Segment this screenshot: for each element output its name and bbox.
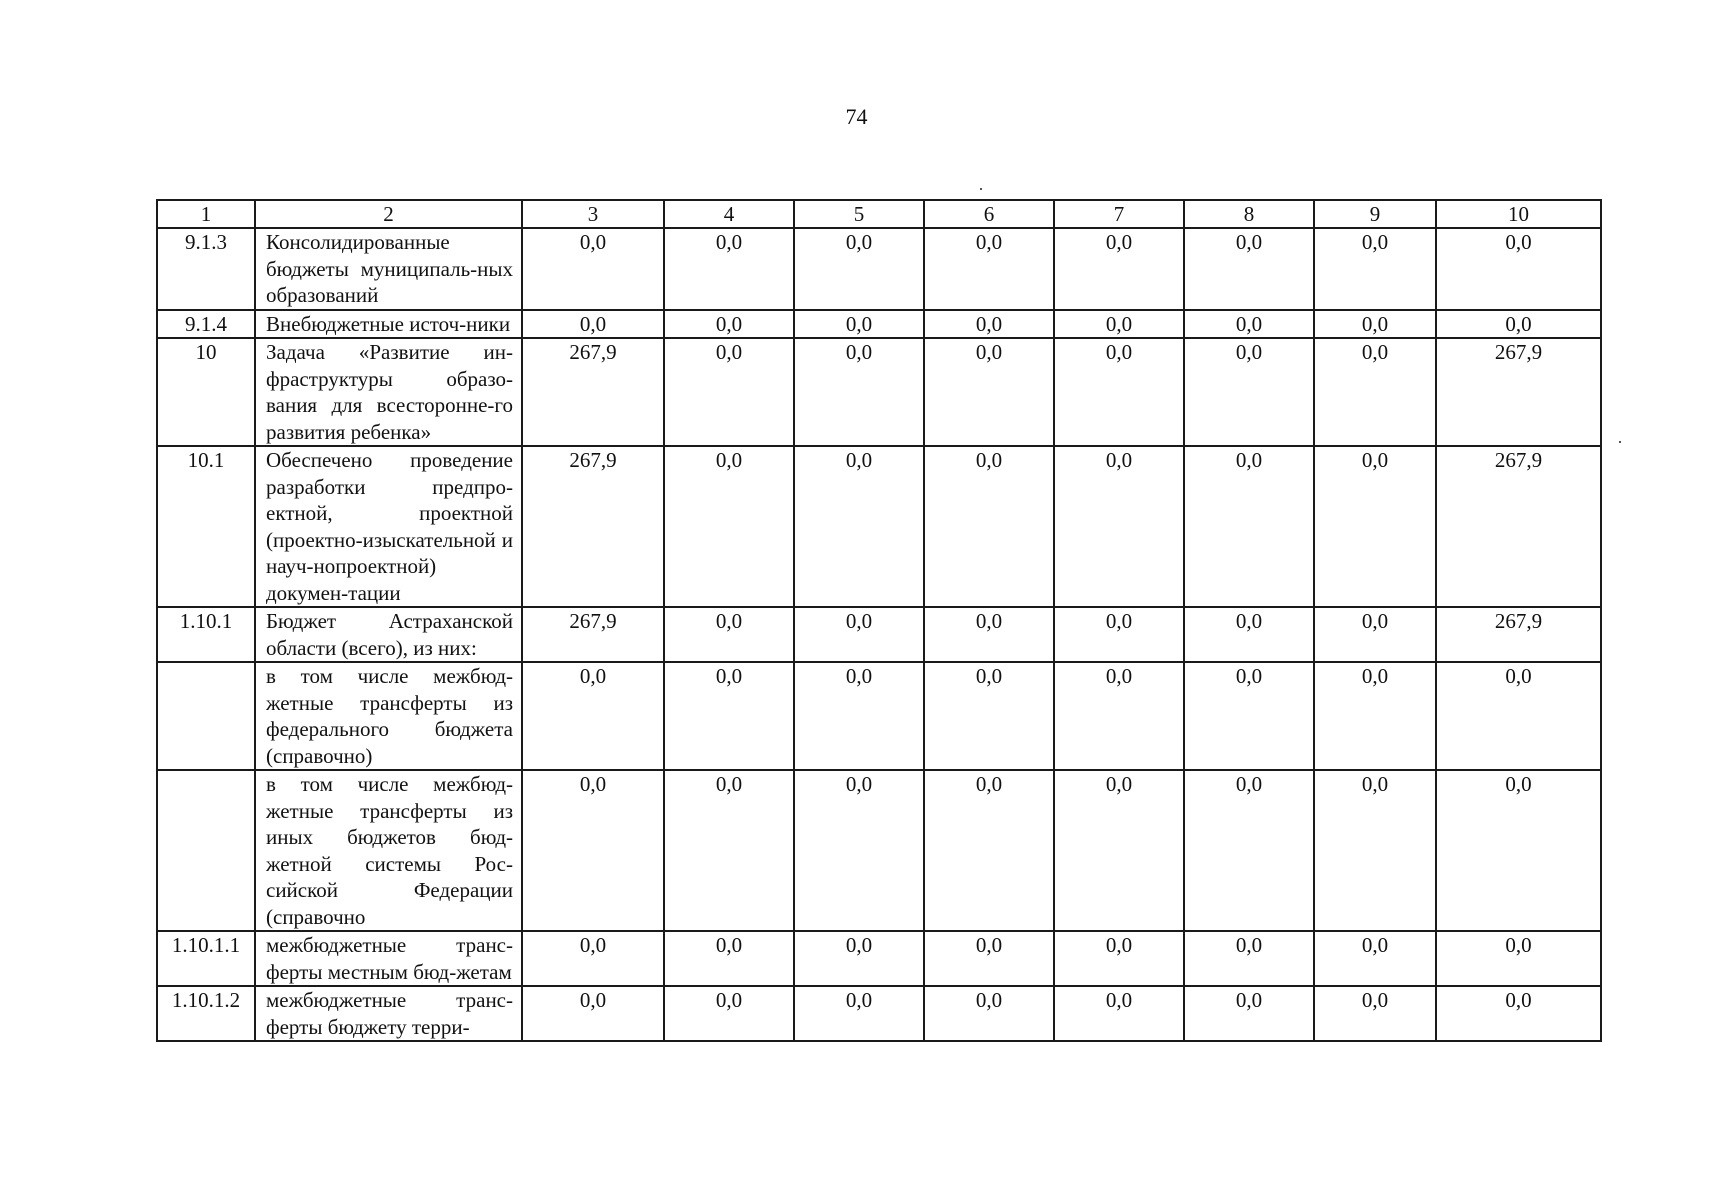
- row-value: 0,0: [1184, 607, 1314, 662]
- row-value: 0,0: [924, 446, 1054, 607]
- row-name: Задача «Развитие ин-фраструктуры образо-вания для всесторонне-го развития ребенка»: [255, 338, 522, 446]
- row-value: 267,9: [522, 607, 664, 662]
- row-value: 0,0: [1184, 770, 1314, 931]
- table-row: [157, 931, 1601, 986]
- row-value: 0,0: [1054, 607, 1184, 662]
- row-code: 1.10.1: [157, 607, 255, 662]
- row-value: 0,0: [794, 446, 924, 607]
- column-header: 2: [255, 200, 522, 228]
- row-value: 0,0: [522, 228, 664, 310]
- column-header: 5: [794, 200, 924, 228]
- row-value: 267,9: [1436, 338, 1601, 446]
- row-value: 0,0: [794, 228, 924, 310]
- row-value: 0,0: [1054, 338, 1184, 446]
- row-name: в том числе межбюд-жетные трансферты из иных бюджетов бюд-жетной системы Рос-сийской Федерации (справочно: [255, 770, 522, 931]
- row-value: 0,0: [664, 338, 794, 446]
- row-value: 0,0: [664, 770, 794, 931]
- row-value: 0,0: [522, 310, 664, 339]
- table-row: [157, 338, 1601, 446]
- row-value: 267,9: [522, 338, 664, 446]
- row-value: 0,0: [1184, 228, 1314, 310]
- row-value: 0,0: [1314, 662, 1436, 770]
- table-header-row: [157, 200, 1601, 228]
- row-code: 1.10.1.2: [157, 986, 255, 1041]
- row-value: 0,0: [924, 986, 1054, 1041]
- row-value: 0,0: [522, 662, 664, 770]
- row-value: 0,0: [794, 931, 924, 986]
- row-value: 0,0: [924, 931, 1054, 986]
- row-value: 0,0: [1184, 986, 1314, 1041]
- column-header: 8: [1184, 200, 1314, 228]
- row-value: 0,0: [1436, 228, 1601, 310]
- row-value: 0,0: [1436, 310, 1601, 339]
- row-value: 0,0: [924, 770, 1054, 931]
- row-value: 0,0: [1054, 931, 1184, 986]
- row-name: межбюджетные транс-ферты бюджету терри-: [255, 986, 522, 1041]
- row-value: 0,0: [1314, 931, 1436, 986]
- row-value: 0,0: [522, 931, 664, 986]
- row-value: 0,0: [1314, 228, 1436, 310]
- table-row: [157, 228, 1601, 310]
- row-value: 0,0: [1436, 770, 1601, 931]
- row-value: 0,0: [1184, 338, 1314, 446]
- row-value: 0,0: [664, 986, 794, 1041]
- row-value: 0,0: [1054, 770, 1184, 931]
- row-value: 0,0: [1436, 986, 1601, 1041]
- table-row: [157, 662, 1601, 770]
- row-value: 0,0: [794, 986, 924, 1041]
- budget-table: [156, 199, 1602, 1042]
- row-value: 0,0: [1054, 662, 1184, 770]
- row-value: 0,0: [794, 338, 924, 446]
- row-code: 1.10.1.1: [157, 931, 255, 986]
- row-value: 0,0: [1054, 228, 1184, 310]
- row-code: 9.1.4: [157, 310, 255, 339]
- row-value: 0,0: [1184, 662, 1314, 770]
- scan-speck: [980, 188, 982, 190]
- row-code: 10.1: [157, 446, 255, 607]
- column-header: 6: [924, 200, 1054, 228]
- row-value: 0,0: [1184, 446, 1314, 607]
- row-code: 9.1.3: [157, 228, 255, 310]
- row-value: 267,9: [522, 446, 664, 607]
- row-value: 0,0: [924, 310, 1054, 339]
- row-value: 0,0: [522, 770, 664, 931]
- row-value: 0,0: [924, 662, 1054, 770]
- row-value: 0,0: [1054, 310, 1184, 339]
- row-value: 0,0: [1314, 446, 1436, 607]
- row-code: [157, 662, 255, 770]
- row-value: 0,0: [664, 446, 794, 607]
- column-header: 10: [1436, 200, 1601, 228]
- row-value: 0,0: [664, 662, 794, 770]
- row-value: 0,0: [924, 338, 1054, 446]
- row-value: 0,0: [664, 607, 794, 662]
- row-value: 0,0: [664, 228, 794, 310]
- table-row: [157, 986, 1601, 1041]
- row-name: Консолидированные бюджеты муниципаль-ных образований: [255, 228, 522, 310]
- row-value: 267,9: [1436, 446, 1601, 607]
- row-value: 0,0: [794, 310, 924, 339]
- table-row: [157, 310, 1601, 339]
- table-row: [157, 607, 1601, 662]
- row-value: 0,0: [794, 770, 924, 931]
- row-name: Обеспечено проведение разработки предпро-ектной, проектной (проектно-изыскательной и науч-нопроектной) докумен-тации: [255, 446, 522, 607]
- row-value: 0,0: [1314, 338, 1436, 446]
- row-value: 0,0: [1314, 986, 1436, 1041]
- row-name: Бюджет Астраханской области (всего), из них:: [255, 607, 522, 662]
- row-value: 0,0: [522, 986, 664, 1041]
- column-header: 3: [522, 200, 664, 228]
- row-value: 0,0: [1054, 446, 1184, 607]
- table-row: [157, 770, 1601, 931]
- row-value: 0,0: [664, 931, 794, 986]
- row-value: 0,0: [664, 310, 794, 339]
- row-value: 0,0: [794, 662, 924, 770]
- row-value: 0,0: [1436, 931, 1601, 986]
- column-header: 4: [664, 200, 794, 228]
- row-value: 0,0: [1184, 931, 1314, 986]
- row-value: 0,0: [1184, 310, 1314, 339]
- row-value: 0,0: [1314, 770, 1436, 931]
- row-value: 0,0: [1054, 986, 1184, 1041]
- page-number: 74: [845, 104, 868, 129]
- row-name: Внебюджетные источ-ники: [255, 310, 522, 339]
- row-value: 0,0: [924, 228, 1054, 310]
- row-value: 0,0: [1314, 607, 1436, 662]
- row-value: 0,0: [794, 607, 924, 662]
- row-name: межбюджетные транс-ферты местным бюд-жетам: [255, 931, 522, 986]
- column-header: 9: [1314, 200, 1436, 228]
- row-value: 0,0: [1314, 310, 1436, 339]
- column-header: 1: [157, 200, 255, 228]
- row-value: 0,0: [924, 607, 1054, 662]
- table-row: [157, 446, 1601, 607]
- row-code: 10: [157, 338, 255, 446]
- row-value: 267,9: [1436, 607, 1601, 662]
- row-code: [157, 770, 255, 931]
- scan-speck: [1619, 441, 1621, 443]
- column-header: 7: [1054, 200, 1184, 228]
- row-name: в том числе межбюд-жетные трансферты из федерального бюджета (справочно): [255, 662, 522, 770]
- row-value: 0,0: [1436, 662, 1601, 770]
